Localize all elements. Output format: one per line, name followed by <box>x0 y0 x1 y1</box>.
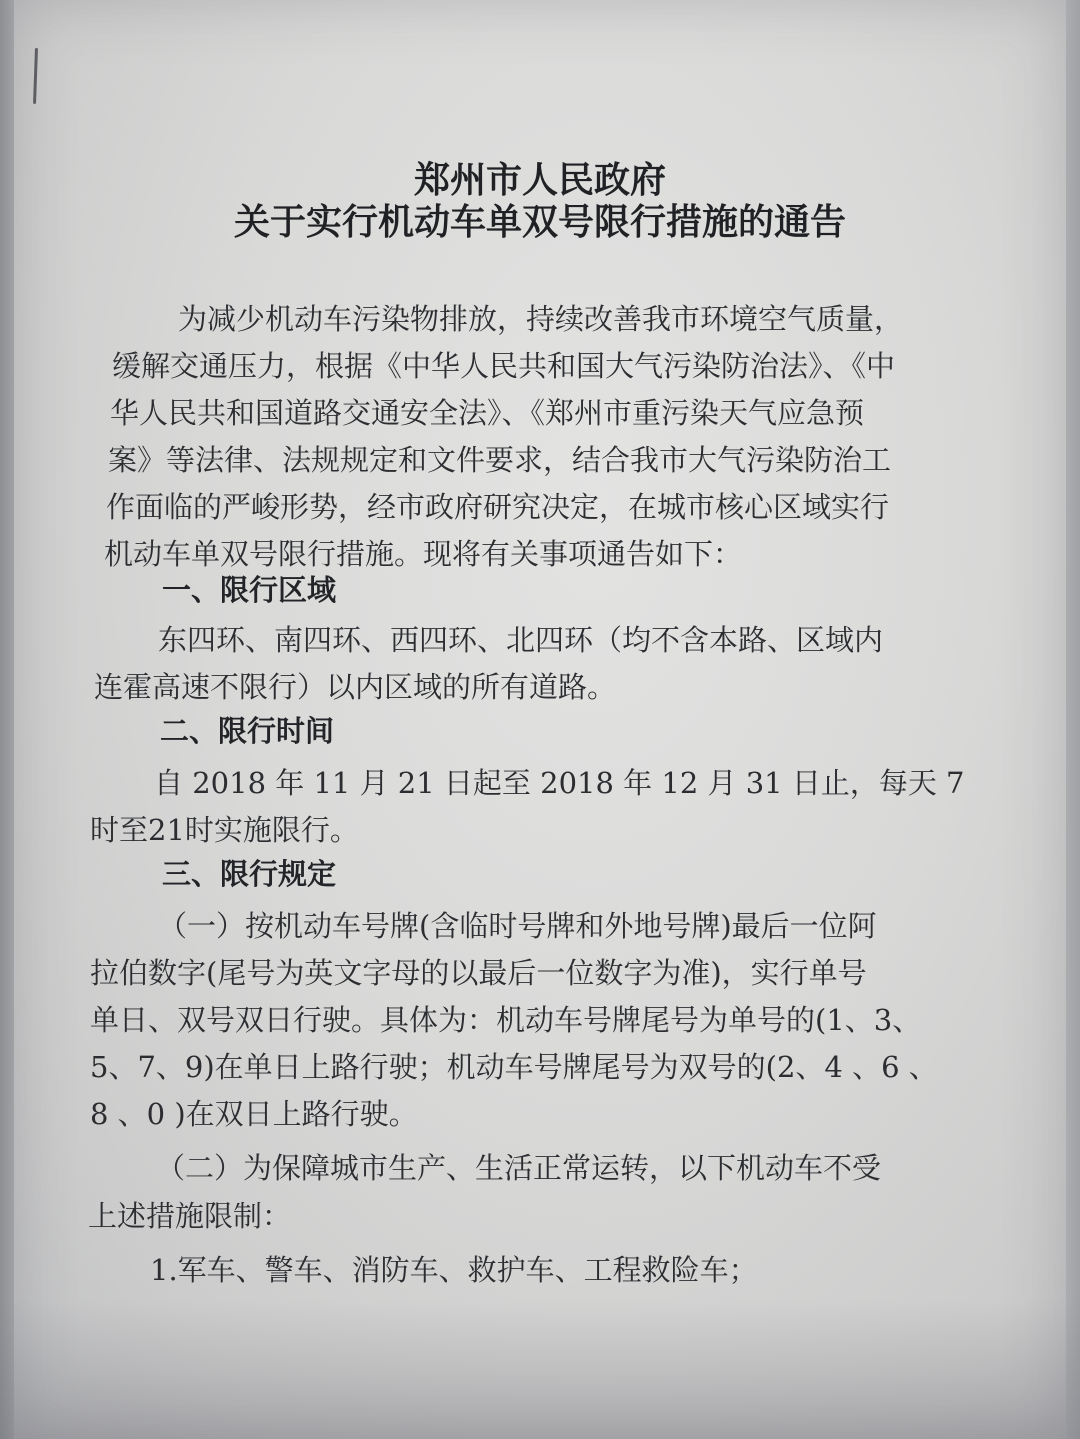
body-line-2: 缓解交通压力，根据《中华人民共和国大气污染防治法》、《中 <box>112 349 896 383</box>
section-heading-time: 二、限行时间 <box>160 714 335 748</box>
body-line-exempt-item-1: 1.军车、警车、消防车、救护车、工程救险车； <box>150 1253 758 1287</box>
body-line-3: 华人民共和国道路交通安全法》、《郑州市重污染天气应急预 <box>110 396 865 430</box>
body-line-area-1: 东四环、南四环、西四环、北四环（均不含本路、区域内 <box>158 623 884 657</box>
body-line-rules-3: 单日、双号双日行驶。具体为：机动车号牌尾号为单号的(1、3、 <box>90 1003 922 1037</box>
body-line-exempt-2: 上述措施限制： <box>88 1199 292 1233</box>
body-line-rules-5: 8 、0 )在双日上路行驶。 <box>90 1097 418 1131</box>
body-line-time-1: 自 2018 年 11 月 21 日起至 2018 年 12 月 31 日止，每天 7 <box>154 766 965 800</box>
document-title-line-1: 郑州市人民政府 <box>413 160 666 201</box>
body-line-rules-4: 5、7、9)在单日上路行驶；机动车号牌尾号为双号的(2、4 、6 、 <box>90 1050 938 1084</box>
section-heading-area: 一、限行区域 <box>162 573 337 607</box>
body-line-time-2: 时至21时实施限行。 <box>90 813 359 847</box>
body-line-area-2: 连霍高速不限行）以内区域的所有道路。 <box>94 670 617 704</box>
body-line-1: 为减少机动车污染物排放，持续改善我市环境空气质量， <box>178 302 904 336</box>
body-line-5: 作面临的严峻形势，经市政府研究决定，在城市核心区域实行 <box>106 490 890 524</box>
body-line-rules-1: （一）按机动车号牌(含临时号牌和外地号牌)最后一位阿 <box>158 909 877 943</box>
body-line-4: 案》等法律、法规规定和文件要求，结合我市大气污染防治工 <box>108 443 892 477</box>
body-line-rules-2: 拉伯数字(尾号为英文字母的以最后一位数字为准)，实行单号 <box>90 956 867 990</box>
body-line-6: 机动车单双号限行措施。现将有关事项通告如下： <box>104 537 743 571</box>
body-line-exempt-1: （二）为保障城市生产、生活正常运转，以下机动车不受 <box>156 1151 882 1185</box>
document-title-line-2: 关于实行机动车单双号限行措施的通告 <box>233 202 846 243</box>
section-heading-rules: 三、限行规定 <box>162 857 337 891</box>
